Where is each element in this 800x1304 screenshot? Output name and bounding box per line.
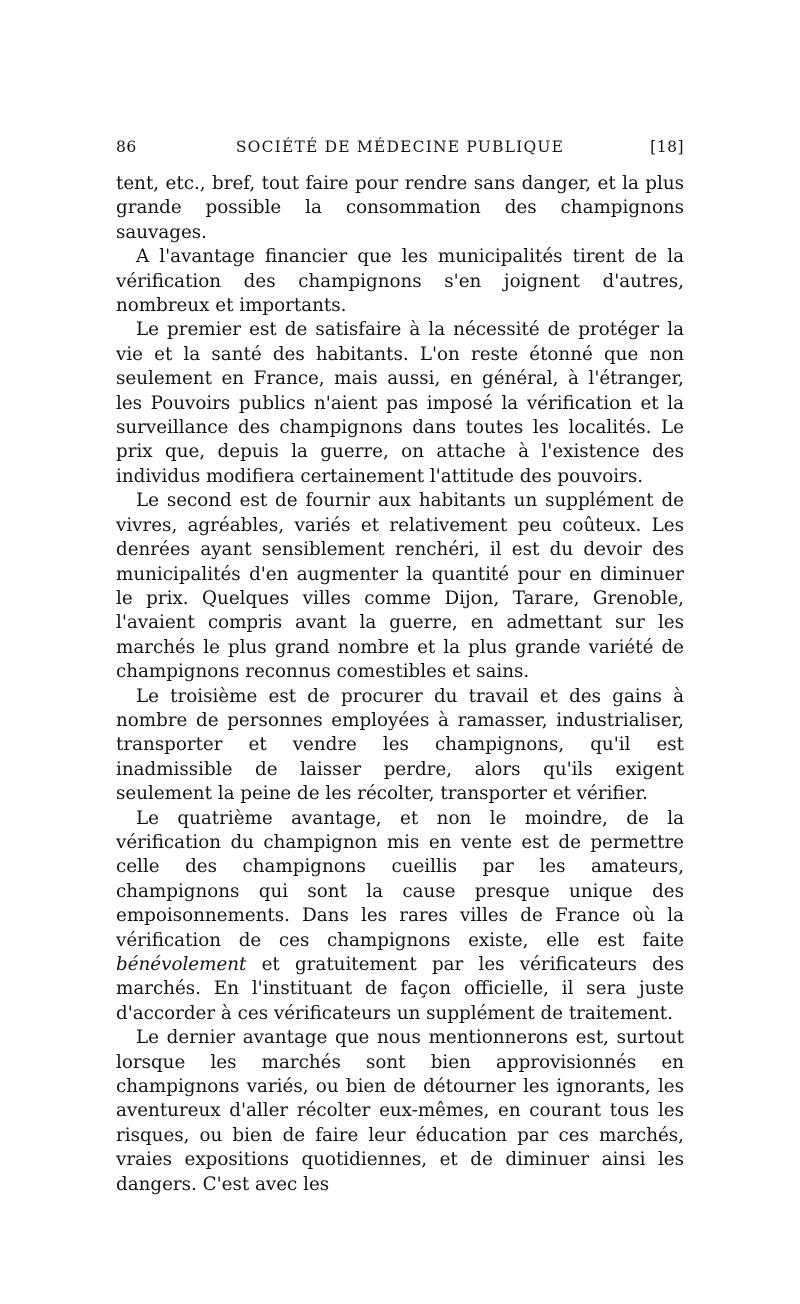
paragraph-continuation: tent, etc., bref, tout faire pour rendre sans danger, et la plus grande possible la consommation des champignons sauvages. — [116, 173, 684, 243]
body-text — [116, 172, 684, 1197]
paragraph-first-advantage: Le premier est de satisfaire à la nécessité de protéger la vie et la santé des habitants. L'on reste étonné que non seulement en France, mais aussi, en général, à l'étranger, les Pouvoirs publics n'aient pas imposé la vérification et la surveillance des champignons dans toutes les localités. Le prix que, depuis la guerre, on attache à l'existence des individus modifiera certainement l'attitude des pouvoirs. — [116, 319, 684, 487]
paragraph-fourth-before: Le quatrième avantage, et non le moindre, de la vérification du champignon mis en vente est de permettre celle des champignons cueillis par les amateurs, champignons qui sont la cause presque unique des empoisonnements. Dans les rares villes de France où la vérification de ces champignons existe, elle est faite — [116, 807, 684, 951]
page-reference: [18] — [650, 138, 684, 156]
italic-word: bénévolement — [116, 954, 247, 975]
document-page — [116, 0, 684, 1304]
paragraph-fourth-after: et gratuitement par les vérificateurs des marchés. En l'instituant de façon officielle, il sera juste d'accorder à ces vérificateurs un supplément de traitement. — [116, 954, 684, 1024]
paragraph-last-advantage: Le dernier avantage que nous mentionnerons est, surtout lorsque les marchés sont bien approvisionnés en champignons variés, ou bien de détourner les ignorants, les aventureux d'aller récolter eux-mêmes, en courant tous les risques, ou bien de faire leur éducation par ces marchés, vraies expositions quotidiennes, et de diminuer ainsi les dangers. C'est avec les — [116, 1027, 684, 1195]
running-head — [116, 138, 684, 160]
running-title: SOCIÉTÉ DE MÉDECINE PUBLIQUE — [235, 138, 565, 156]
page-number: 86 — [116, 138, 137, 156]
paragraph-fourth-advantage — [116, 807, 684, 1027]
paragraph-second-advantage: Le second est de fournir aux habitants un supplément de vivres, agréables, variés et relativement peu coûteux. Les denrées ayant sensiblement renchéri, il est du devoir des municipalités d'en augmenter la quantité pour en diminuer le prix. Quelques villes comme Dijon, Tarare, Grenoble, l'avaient compris avant la guerre, en admettant sur les marchés le plus grand nombre et la plus grande variété de champignons reconnus comestibles et sains. — [116, 490, 684, 683]
paragraph-third-advantage: Le troisième est de procurer du travail et des gains à nombre de personnes employées à ramasser, industrialiser, transporter et vendre les champignons, qu'il est inadmissible de laisser perdre, alors qu'ils exigent seulement la peine de les récolter, transporter et vérifier. — [116, 685, 684, 805]
paragraph-financial-advantage: A l'avantage financier que les municipalités tirent de la vérification des champignons s'en joignent d'autres, nombreux et importants. — [116, 246, 684, 317]
